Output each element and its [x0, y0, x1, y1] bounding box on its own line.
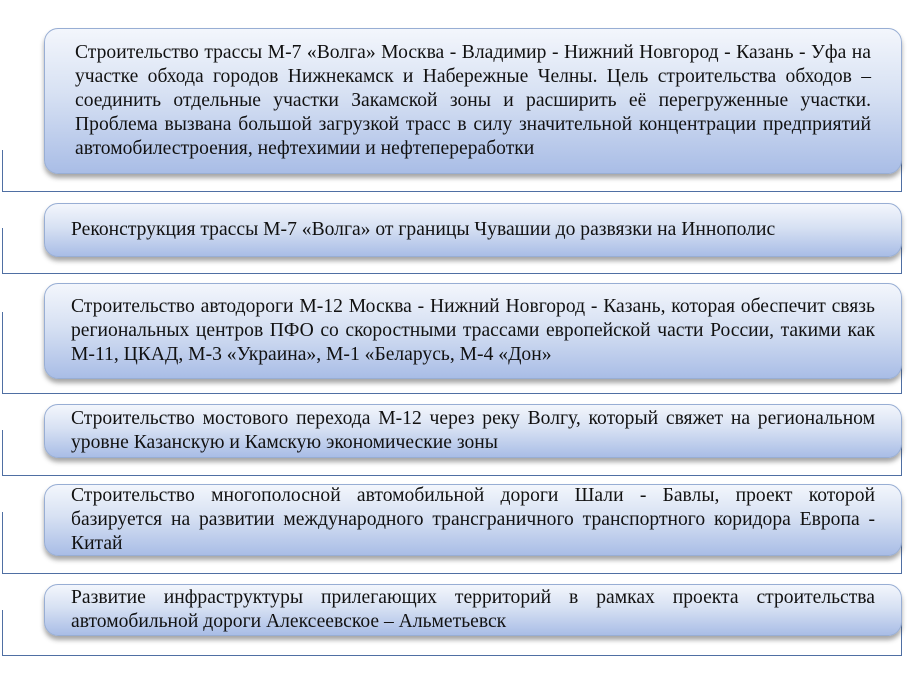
project-text-6: Развитие инфраструктуры прилегающих территорий в рамках проекта строительства автомобильной дороги Алексеевское – Альметьевск	[71, 587, 875, 632]
project-box-2	[44, 203, 902, 257]
project-box-3	[44, 283, 902, 379]
project-text-3: Строительство автодороги М-12 Москва - Нижний Новгород - Казань, которая обеспечит связь региональных центров ПФО со скоростными трассами европейской части России, такими как М-11, ЦКАД, М-3 «Украина», М-1 «Беларусь, М-4 «Дон»	[71, 296, 875, 365]
project-box-5	[44, 484, 902, 556]
project-box-6	[44, 584, 902, 636]
project-text-5: Строительство многополосной автомобильной дороги Шали - Бавлы, проект которой базируется на развитии международного трансграничного транспортного коридора Европа - Китай	[71, 485, 875, 554]
project-box-1	[44, 28, 902, 174]
project-text-4: Строительство мостового перехода М-12 через реку Волгу, который свяжет на региональном уровне Казанскую и Камскую экономические зоны	[71, 408, 875, 453]
project-text-1: Строительство трассы М-7 «Волга» Москва - Владимир - Нижний Новгород - Казань - Уфа на участке обхода городов Нижнекамск и Набережные Челны. Цель строительства обходов – соединить отдельные участки Закамской зоны и расширить её перегруженные участки. Проблема вызвана большой загрузкой трасс в силу значительной концентрации предприятий автомобилестроения, нефтехимии и нефтепереработки	[75, 42, 871, 159]
project-box-4	[44, 404, 902, 458]
project-text-2: Реконструкция трассы М-7 «Волга» от границы Чувашии до развязки на Иннополис	[71, 219, 776, 240]
